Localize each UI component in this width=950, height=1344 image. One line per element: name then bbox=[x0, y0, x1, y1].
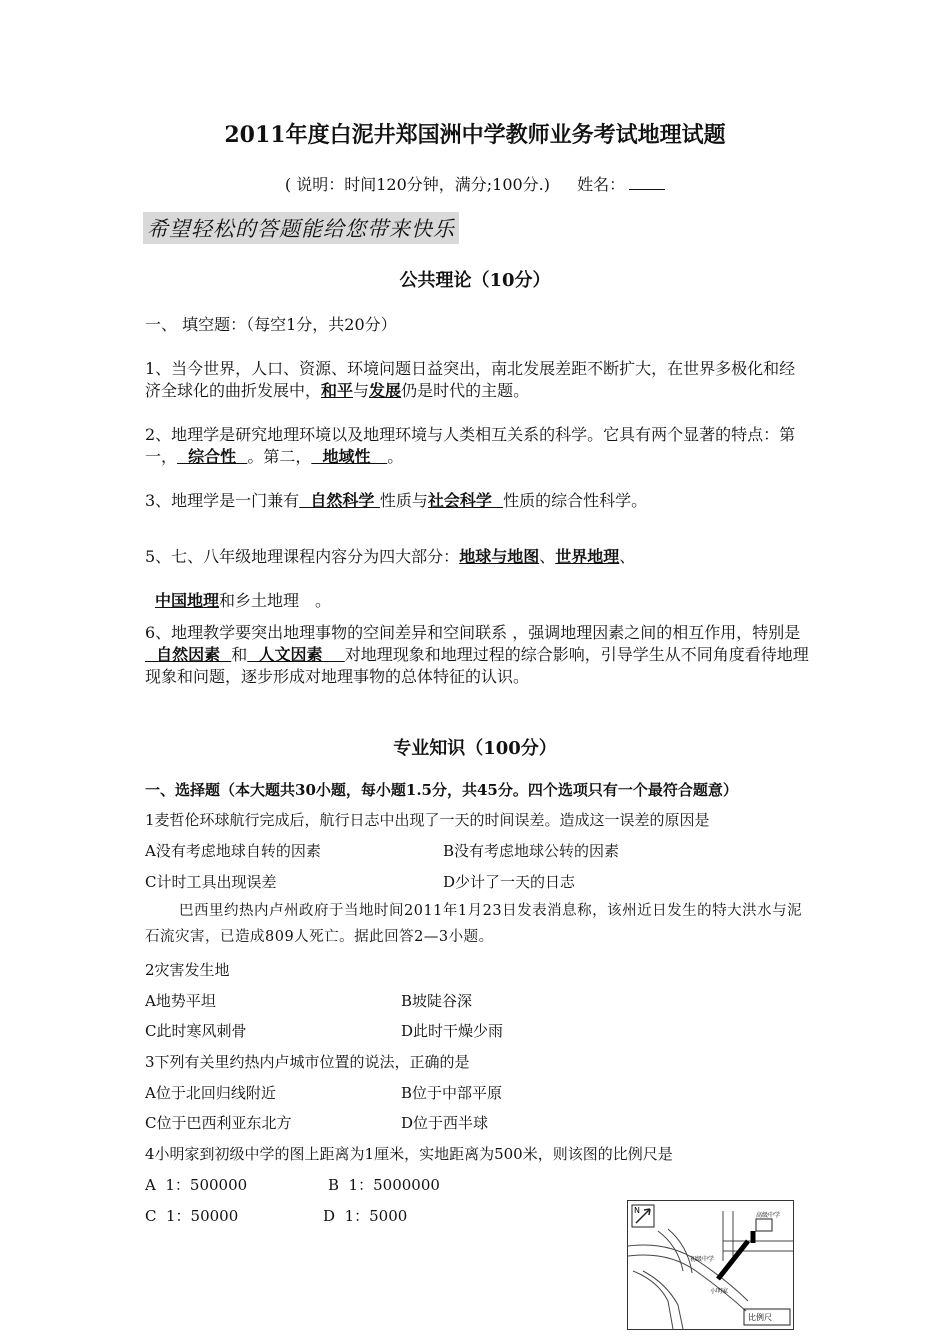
street-map bbox=[628, 1201, 793, 1329]
road bbox=[633, 1271, 673, 1329]
mc-q4-stem: 4小明家到初级中学的图上距离为1厘米，实地距离为500米，则该图的比例尺是 bbox=[145, 1145, 673, 1163]
q5-sep-1: 、 bbox=[539, 547, 556, 566]
home-label: 小明家 bbox=[710, 1288, 729, 1295]
mc-q3-option-c: C位于巴西利亚东北方 bbox=[145, 1114, 292, 1132]
mc-q3-option-a: A位于北回归线附近 bbox=[145, 1084, 276, 1102]
name-label: 姓名： bbox=[577, 175, 626, 194]
exam-note bbox=[0, 172, 950, 195]
q2-mid: 。第二， bbox=[247, 447, 312, 466]
name-blank bbox=[629, 189, 665, 190]
mc-q3-option-b: B位于中部平原 bbox=[401, 1084, 503, 1102]
high-school-building bbox=[756, 1219, 772, 1231]
street-map-figure bbox=[627, 1200, 794, 1330]
mc-q1-stem: 1麦哲伦环球航行完成后，航行日志中出现了一天的时间误差。造成这一误差的原因是 bbox=[145, 811, 710, 829]
q1-post: 仍是时代的主题。 bbox=[401, 381, 530, 400]
mc-q1-option-c: C计时工具出现误差 bbox=[145, 873, 277, 891]
mc-q4-option-b: B 1：5000000 bbox=[328, 1176, 440, 1194]
q5-sep-2: 、 bbox=[619, 547, 636, 566]
section-heading-professional: 专业知识（100分） bbox=[393, 738, 557, 759]
mc-q1-option-d: D少计了一天的日志 bbox=[443, 873, 576, 891]
q5-text: 5、七、八年级地理课程内容分为四大部分： bbox=[145, 547, 460, 566]
q2-text: 2、地理学是研究地理环境以及地理环境与人类相互关系的科学。它具有两个显著的特点：第一， bbox=[145, 425, 796, 466]
reading-passage: 巴西里约热内卢州政府于当地时间2011年1月23日发表消息称，该州近日发生的特大洪水与泥石流灾害，已造成809人死亡。据此回答2—3小题。 bbox=[145, 903, 803, 945]
mc-q2-option-d: D此时干燥少雨 bbox=[401, 1022, 504, 1040]
q1-answer-1: 和平 bbox=[321, 381, 354, 400]
q1-text: 1、当今世界，人口、资源、环境问题日益突出，南北发展差距不断扩大，在世界多极化和经济全球化的曲折发展中， bbox=[145, 359, 796, 400]
choice-heading: 一、选择题（本大题共30小题，每小题1.5分，共45分。四个选项只有一个最符合题意） bbox=[145, 781, 738, 799]
q3-text: 3、地理学是一门兼有 bbox=[145, 491, 300, 510]
mc-q2-option-a: A地势平坦 bbox=[145, 992, 216, 1010]
question-2 bbox=[145, 424, 810, 468]
mc-q1-option-a: A没有考虑地球自转的因素 bbox=[145, 842, 321, 860]
q3-post: 性质的综合性科学。 bbox=[503, 491, 648, 510]
q6-text: 6、地理教学要突出地理事物的空间差异和空间联系 ，强调地理因素之间的相互作用，特别是 bbox=[145, 623, 801, 642]
q5-answer-3: 中国地理 bbox=[155, 591, 220, 610]
q2-answer-1: 综合性 bbox=[177, 447, 248, 466]
q3-answer-2: 社会科学 bbox=[427, 491, 504, 510]
q3-answer-1: 自然科学 bbox=[299, 491, 380, 510]
question-5 bbox=[145, 535, 835, 623]
mc-q2-option-b: B坡陡谷深 bbox=[401, 992, 473, 1010]
high-school-label: 高级中学 bbox=[756, 1212, 781, 1219]
q5-answer-2: 世界地理 bbox=[555, 547, 620, 566]
mc-q2-stem: 2灾害发生地 bbox=[145, 961, 230, 979]
north-label: N bbox=[634, 1206, 640, 1215]
question-6 bbox=[145, 622, 810, 688]
mc-q4-option-d: D 1：5000 bbox=[323, 1207, 408, 1225]
question-3 bbox=[145, 490, 810, 512]
q6-post: 对地理现象和地理过程的综合影响，引导学生从不同角度看待地理现象和问题，逐步形成对地理事物的总体特征的认识。 bbox=[145, 645, 809, 686]
section-heading-theory: 公共理论（10分） bbox=[399, 270, 551, 291]
mc-q3-option-d: D位于西半球 bbox=[401, 1114, 489, 1132]
motto: 希望轻松的答题能给您带来快乐 bbox=[143, 212, 459, 244]
q6-answer-1: 自然因素 bbox=[145, 645, 232, 664]
q6-answer-2: 人文因素 bbox=[247, 645, 345, 664]
page-title: 2011年度白泥井郑国洲中学教师业务考试地理试题 bbox=[224, 122, 726, 148]
q1-answer-2: 发展 bbox=[369, 381, 402, 400]
q5-answer-1: 地球与地图 bbox=[459, 547, 540, 566]
note-text: ( 说明：时间120分钟，满分;100分.) bbox=[284, 175, 551, 194]
mc-q4-option-a: A 1：500000 bbox=[145, 1176, 248, 1194]
q2-post: 。 bbox=[387, 447, 404, 466]
question-1 bbox=[145, 358, 810, 402]
q3-mid: 性质与 bbox=[379, 491, 428, 510]
fill-blank-heading: 一、 填空题：（每空1分，共20分） bbox=[145, 315, 397, 334]
q5-post: 和乡土地理 。 bbox=[219, 591, 332, 610]
q1-mid: 与 bbox=[353, 381, 370, 400]
mc-q1-option-b: B没有考虑地球公转的因素 bbox=[443, 842, 620, 860]
school-label: 初级中学 bbox=[690, 1256, 715, 1263]
scale-label: 比例尺 bbox=[748, 1313, 772, 1322]
q2-answer-2: 地域性 bbox=[311, 447, 388, 466]
mc-q3-stem: 3下列有关里约热内卢城市位置的说法，正确的是 bbox=[145, 1053, 470, 1071]
mc-q4-option-c: C 1：50000 bbox=[145, 1207, 239, 1225]
mc-q2-option-c: C此时寒风刺骨 bbox=[145, 1022, 247, 1040]
q6-mid: 和 bbox=[231, 645, 248, 664]
